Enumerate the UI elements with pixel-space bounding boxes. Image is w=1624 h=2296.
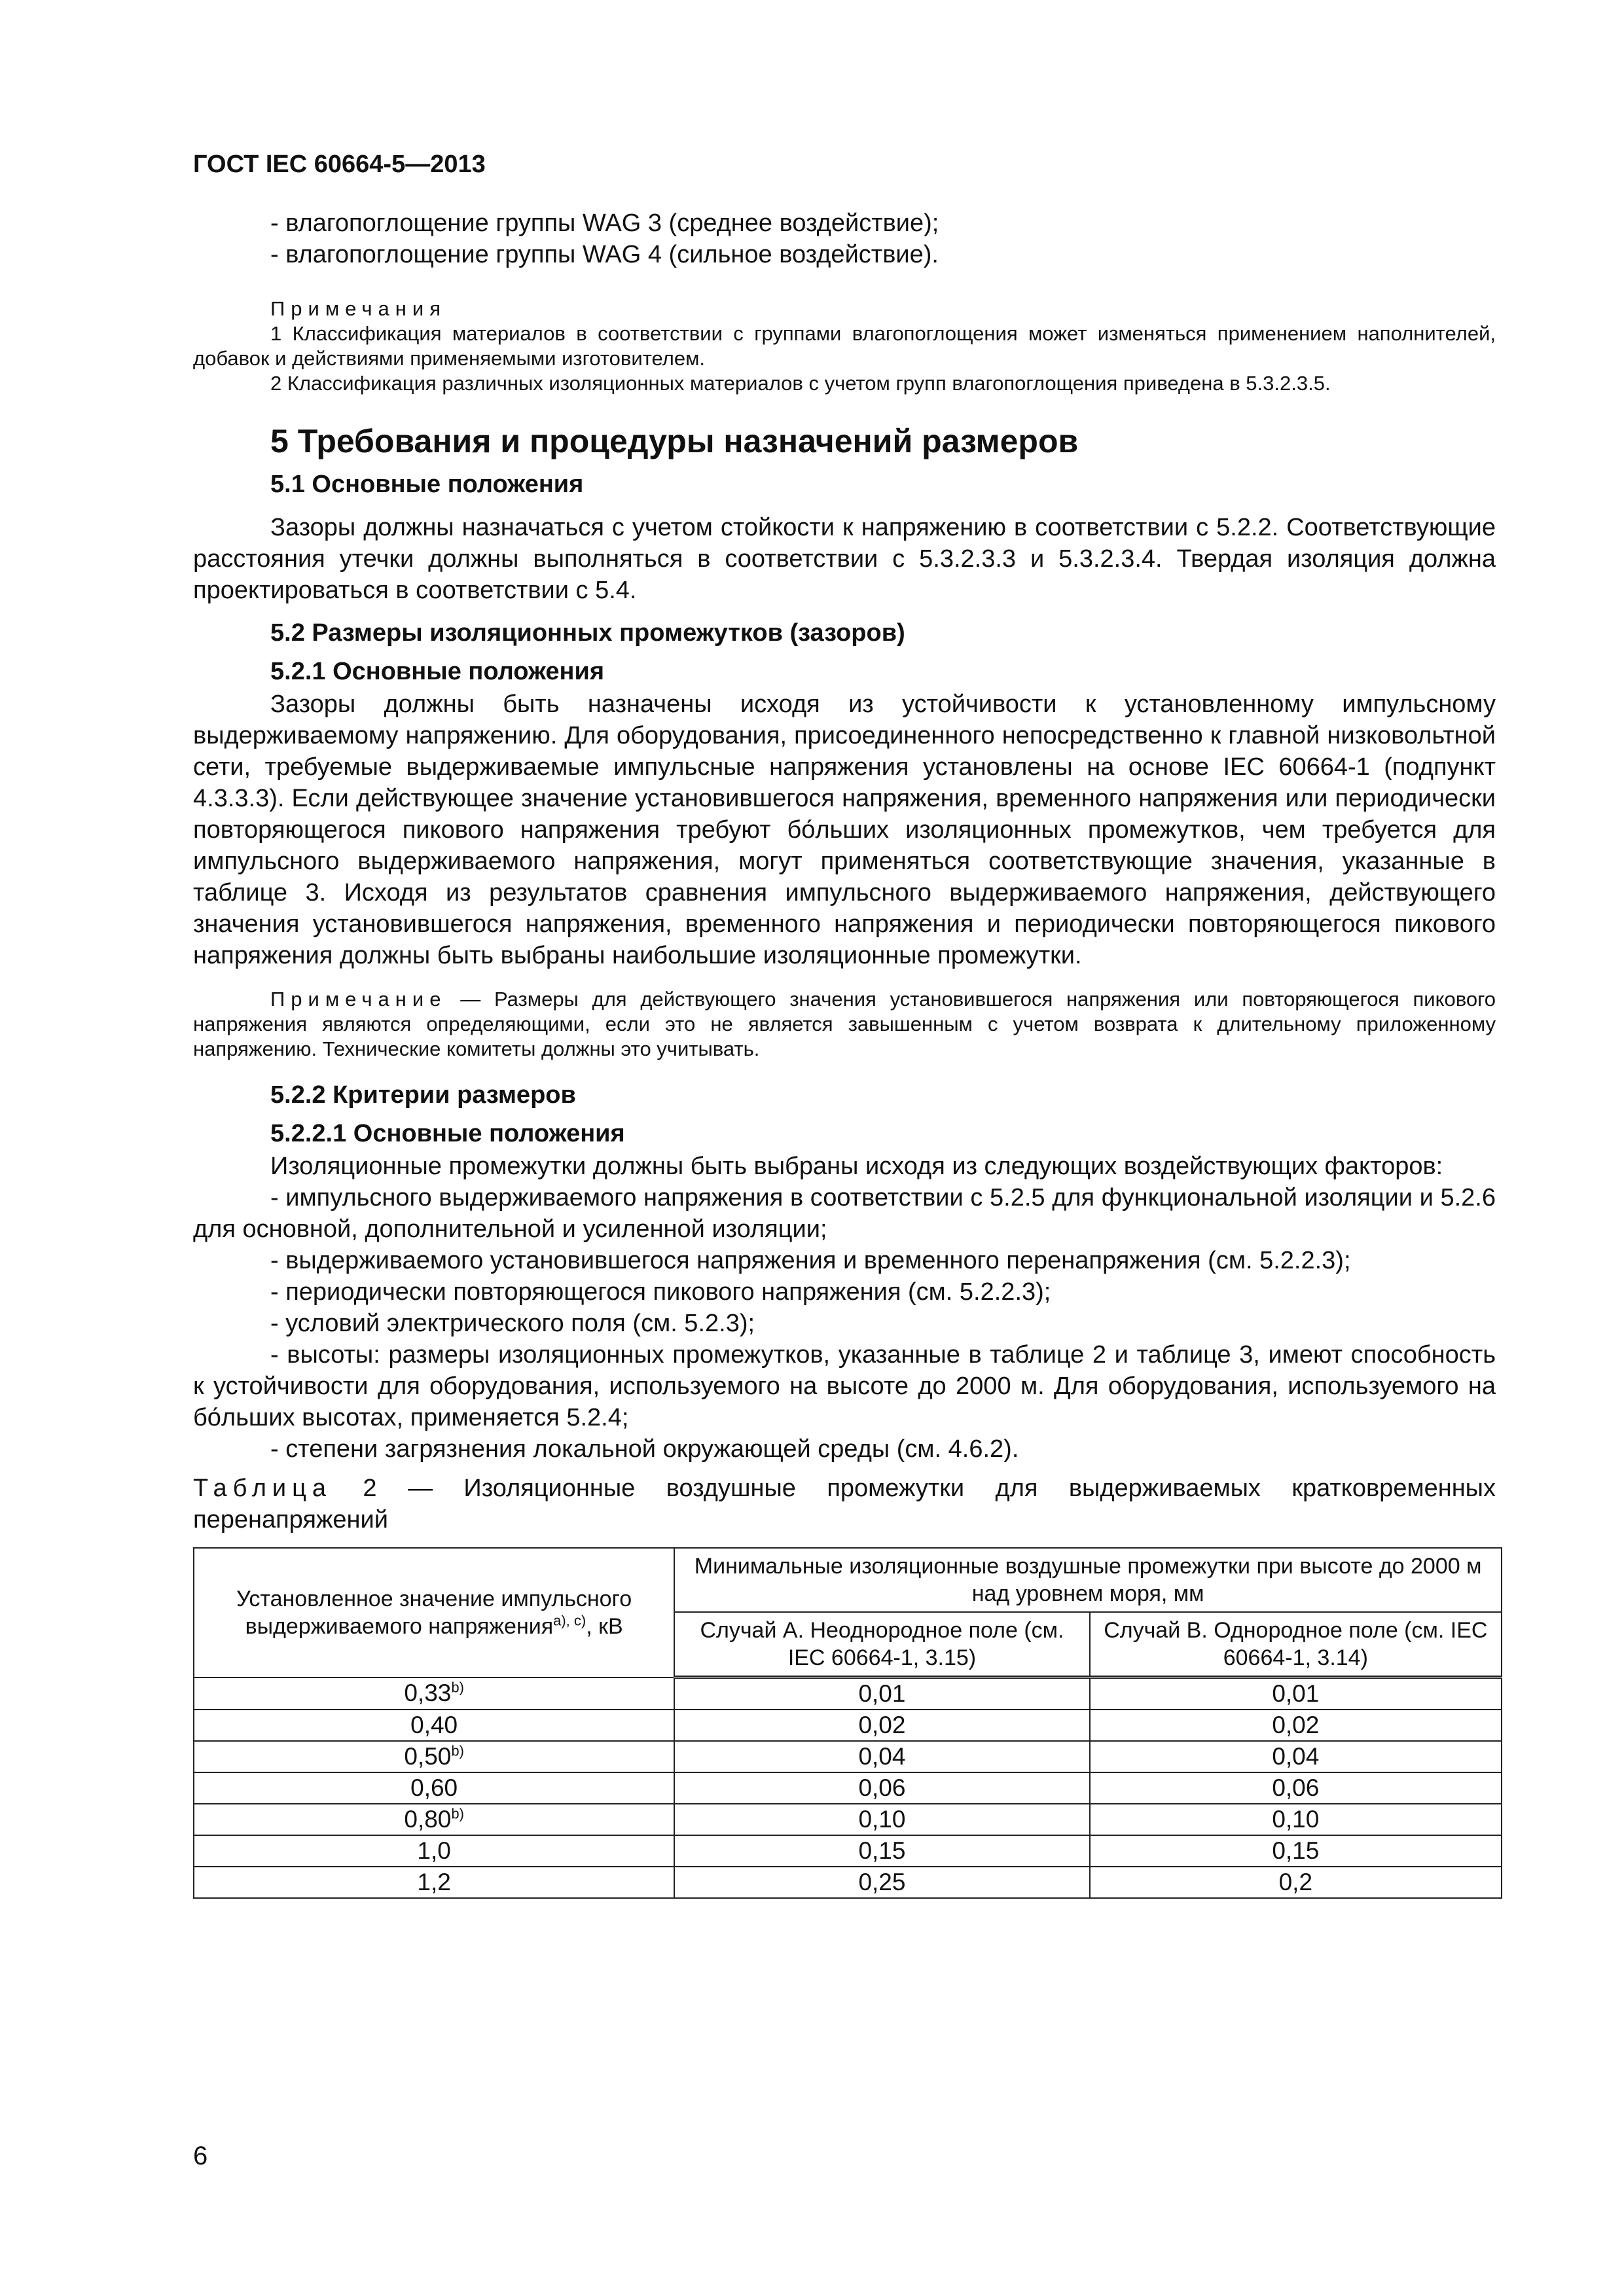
case-b-cell: 0,01 [1090,1677,1502,1710]
paragraph: Изоляционные промежутки должны быть выбраны исходя из следующих воздействующих факторов: [270,1153,1443,1180]
case-b-cell: 0,10 [1090,1804,1502,1835]
table-row [194,1741,1502,1772]
subsection-title: 5.2 Размеры изоляционных промежутков (зазоров) [270,619,905,647]
document-header: ГОСТ IEC 60664-5—2013 [193,151,486,178]
list-item: - условий электрического поля (см. 5.2.3); [270,1310,755,1337]
case-a-cell: 0,25 [674,1867,1089,1898]
note-label: Примечание [270,988,447,1011]
case-b-cell: 0,04 [1090,1741,1502,1772]
voltage-cell: 1,0 [194,1835,674,1867]
table-caption [193,1473,1496,1535]
voltage-cell: 0,60 [194,1772,674,1804]
voltage-cell: 0,40 [194,1710,674,1741]
subsection-title: 5.1 Основные положения [270,471,584,498]
list-item: - периодически повторяющегося пикового напряжения (см. 5.2.2.3); [270,1278,1051,1306]
case-a-cell: 0,02 [674,1710,1089,1741]
clearance-table [193,1547,1502,1899]
section-title: 5 Требования и процедуры назначений размеров [270,423,1079,459]
case-a-cell: 0,06 [674,1772,1089,1804]
case-a-header: Случай А. Неоднородное поле (см. IEC 60664-1, 3.15) [674,1612,1089,1677]
voltage-cell: 0,50$^{b)}$ [194,1741,674,1772]
notes-block [193,296,1496,396]
subsection-title: 5.2.2.1 Основные положения [270,1120,625,1147]
table-row [194,1772,1502,1804]
case-b-cell: 0,02 [1090,1710,1502,1741]
table-row [194,1835,1502,1867]
list-item: - степени загрязнения локальной окружающей среды (см. 4.6.2). [270,1435,1019,1463]
voltage-cell: 0,33$^{b)}$ [194,1677,674,1710]
table-row [194,1867,1502,1898]
list-item: - влагопоглощение группы WAG 4 (сильное воздействие). [270,241,939,268]
paragraph: Зазоры должны назначаться с учетом стойкости к напряжению в соответствии с 5.2.2. Соответствующие расстояния утечки должны выполняться в соответствии с 5.3.2.3.3 и 5.3.2.3.4. Твердая изоляция должна проектироваться в соответствии с 5.4. [193,514,1496,604]
note-item: 1 Классификация материалов в соответствии с группами влагопоглощения может изменяться применением наполнителей, добавок и действиями применяемыми изготовителем. [193,322,1496,370]
case-a-cell: 0,01 [674,1677,1089,1710]
case-b-cell: 0,15 [1090,1835,1502,1867]
case-b-cell: 0,2 [1090,1867,1502,1898]
page-number: 6 [193,2142,208,2170]
voltage-cell: 0,80$^{b)}$ [194,1804,674,1835]
case-a-cell: 0,10 [674,1804,1089,1835]
notes-title: Примечания [270,297,446,320]
list-item: - импульсного выдерживаемого напряжения в соответствии с 5.2.5 для функциональной изоляции и 5.2.6 для основной, дополнительной и усиленной изоляции; [193,1184,1496,1243]
note-paragraph [193,987,1496,1062]
case-b-header: Случай В. Однородное поле (см. IEC 60664-1, 3.14) [1090,1612,1502,1677]
subsection-title: 5.2.1 Основные положения [270,658,605,685]
voltage-cell: 1,2 [194,1867,674,1898]
case-a-cell: 0,15 [674,1835,1089,1867]
document-page [193,151,1496,1899]
subsection-title: 5.2.2 Критерии размеров [270,1081,576,1109]
paragraph: Зазоры должны быть назначены исходя из устойчивости к установленному импульсному выдерживаемому напряжению. Для оборудования, присоединенного непосредственно к главной низковольтной сети, требуемые выдерживаемые импульсные напряжения установлены на основе IEC 60664-1 (подпункт 4.3.3.3). Если действующее значение установившегося напряжения, временного напряжения или периодически повторяющегося пикового напряжения требуют бо́льших изоляционных промежутков, чем требуется для импульсного выдерживаемого напряжения, могут применяться соответствующие значения, указанные в таблице 3. Исходя из результатов сравнения импульсного выдерживаемого напряжения, действующего значения установившегося напряжения, временного напряжения и периодически повторяющегося пикового напряжения должны быть выбраны наибольшие изоляционные промежутки. [193,691,1496,969]
table-row [194,1677,1502,1710]
case-b-cell: 0,06 [1090,1772,1502,1804]
clearance-group-header: Минимальные изоляционные воздушные промежутки при высоте до 2000 м над уровнем моря, мм [674,1548,1502,1612]
list-item: - высоты: размеры изоляционных промежутков, указанные в таблице 2 и таблице 3, имеют способность к устойчивости для оборудования, используемого на высоте до 2000 м. Для оборудования, используемого на бо́льших высотах, применяется 5.2.4; [193,1341,1496,1431]
table-caption-label: Таблица [193,1475,332,1502]
voltage-column-header: Установленное значение импульсного выдерживаемого напряжения$^{a), c)}$, кВ [194,1548,674,1677]
table-caption-text: 2 — Изоляционные воздушные промежутки для выдерживаемых кратковременных перенапряжений [193,1475,1496,1534]
list-item: - выдерживаемого установившегося напряжения и временного перенапряжения (см. 5.2.2.3); [270,1247,1351,1274]
list-item: - влагопоглощение группы WAG 3 (среднее воздействие); [270,209,939,237]
case-a-cell: 0,04 [674,1741,1089,1772]
table-row [194,1804,1502,1835]
note-text: — Размеры для действующего значения установившегося напряжения или повторяющегося пикового напряжения являются определяющими, если это не является завышенным с учетом возврата к длительному приложенному напряжению. Технические комитеты должны это учитывать. [193,988,1496,1060]
note-item: 2 Классификация различных изоляционных материалов с учетом групп влагопоглощения приведена в 5.3.2.3.5. [270,372,1331,395]
table-row [194,1710,1502,1741]
